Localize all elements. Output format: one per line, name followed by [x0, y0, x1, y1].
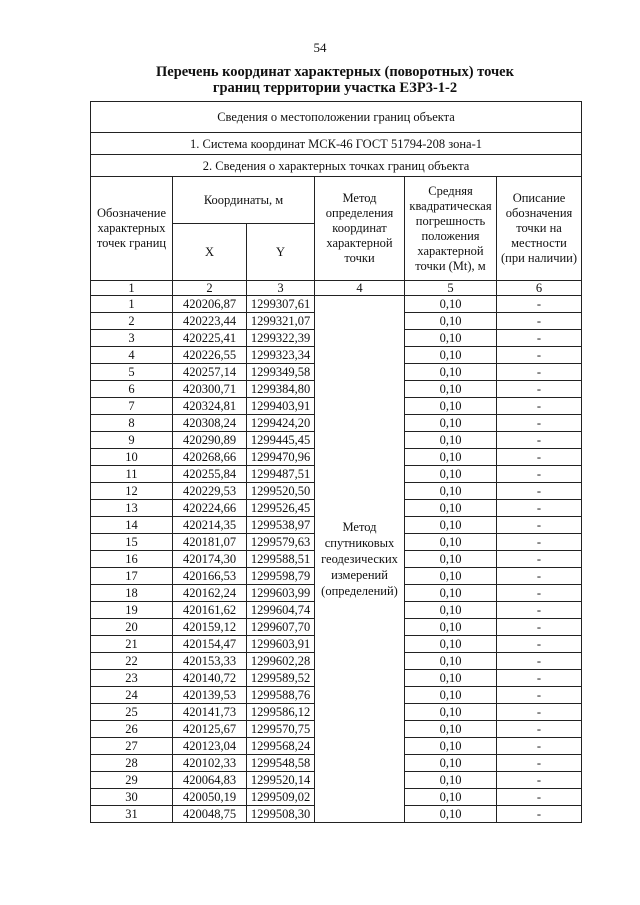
- header-method-line: координат: [332, 221, 387, 235]
- coordinate-y: 1299602,28: [247, 653, 315, 670]
- coordinate-y: 1299321,07: [247, 313, 315, 330]
- coordinate-x: 420300,71: [173, 381, 247, 398]
- point-number: 4: [91, 347, 173, 364]
- description-value: -: [497, 534, 582, 551]
- coordinate-x: 420166,53: [173, 568, 247, 585]
- point-number: 10: [91, 449, 173, 466]
- description-value: -: [497, 602, 582, 619]
- error-value: 0,10: [405, 772, 497, 789]
- error-value: 0,10: [405, 415, 497, 432]
- point-number: 16: [91, 551, 173, 568]
- point-number: 14: [91, 517, 173, 534]
- header-method-line: определения: [325, 206, 394, 220]
- coordinate-y: 1299508,30: [247, 806, 315, 823]
- coordinate-x: 420223,44: [173, 313, 247, 330]
- method-line: Метод: [342, 520, 377, 534]
- header-description-line: местности: [511, 236, 567, 250]
- coordinate-x: 420324,81: [173, 398, 247, 415]
- error-value: 0,10: [405, 738, 497, 755]
- column-number: 1: [91, 281, 173, 296]
- point-number: 27: [91, 738, 173, 755]
- error-value: 0,10: [405, 585, 497, 602]
- header-method-line: точки: [344, 251, 375, 265]
- point-number: 3: [91, 330, 173, 347]
- coordinate-y: 1299603,91: [247, 636, 315, 653]
- coordinate-x: 420102,33: [173, 755, 247, 772]
- error-value: 0,10: [405, 568, 497, 585]
- description-value: -: [497, 517, 582, 534]
- header-description-line: обозначения: [505, 206, 573, 220]
- header-designation-line: характерных: [97, 221, 166, 235]
- description-value: -: [497, 585, 582, 602]
- coordinate-x: 420159,12: [173, 619, 247, 636]
- coordinate-y: 1299588,76: [247, 687, 315, 704]
- error-value: 0,10: [405, 432, 497, 449]
- description-value: -: [497, 619, 582, 636]
- error-value: 0,10: [405, 721, 497, 738]
- error-value: 0,10: [405, 551, 497, 568]
- header-description-line: точки на: [516, 221, 562, 235]
- coordinate-y: 1299589,52: [247, 670, 315, 687]
- coordinate-x: 420229,53: [173, 483, 247, 500]
- description-value: -: [497, 653, 582, 670]
- coordinate-y: 1299509,02: [247, 789, 315, 806]
- point-number: 26: [91, 721, 173, 738]
- table-row: [91, 296, 582, 313]
- coordinate-y: 1299526,45: [247, 500, 315, 517]
- error-value: 0,10: [405, 704, 497, 721]
- column-number: 4: [315, 281, 405, 296]
- description-value: -: [497, 772, 582, 789]
- coordinate-x: 420290,89: [173, 432, 247, 449]
- coordinate-y: 1299520,14: [247, 772, 315, 789]
- description-value: -: [497, 789, 582, 806]
- coordinate-x: 420050,19: [173, 789, 247, 806]
- point-number: 23: [91, 670, 173, 687]
- method-line: спутниковых: [324, 536, 395, 550]
- error-value: 0,10: [405, 466, 497, 483]
- header-error-line: характерной: [417, 243, 484, 258]
- coordinate-y: 1299470,96: [247, 449, 315, 466]
- coordinate-y: 1299548,58: [247, 755, 315, 772]
- coordinate-x: 420224,66: [173, 500, 247, 517]
- coordinate-y: 1299603,99: [247, 585, 315, 602]
- error-value: 0,10: [405, 653, 497, 670]
- description-value: -: [497, 449, 582, 466]
- coordinate-x: 420140,72: [173, 670, 247, 687]
- document-title: [90, 64, 580, 96]
- column-number: 3: [247, 281, 315, 296]
- coordinate-x: 420153,33: [173, 653, 247, 670]
- error-value: 0,10: [405, 398, 497, 415]
- coordinate-x: 420123,04: [173, 738, 247, 755]
- point-number: 12: [91, 483, 173, 500]
- coordinate-y: 1299384,80: [247, 381, 315, 398]
- point-number: 1: [91, 296, 173, 313]
- document-title-line-1: Перечень координат характерных (поворотных) точек: [156, 64, 514, 80]
- description-value: -: [497, 500, 582, 517]
- header-description: [497, 177, 582, 281]
- error-value: 0,10: [405, 449, 497, 466]
- description-value: -: [497, 670, 582, 687]
- coordinate-y: 1299586,12: [247, 704, 315, 721]
- column-number: 2: [173, 281, 247, 296]
- point-number: 7: [91, 398, 173, 415]
- point-number: 2: [91, 313, 173, 330]
- description-value: -: [497, 483, 582, 500]
- coordinate-x: 420214,35: [173, 517, 247, 534]
- coordinate-y: 1299579,63: [247, 534, 315, 551]
- error-value: 0,10: [405, 670, 497, 687]
- coordinate-x: 420139,53: [173, 687, 247, 704]
- point-number: 19: [91, 602, 173, 619]
- coordinate-x: 420255,84: [173, 466, 247, 483]
- method-cell: [315, 296, 405, 823]
- coordinate-x: 420174,30: [173, 551, 247, 568]
- coordinate-y: 1299403,91: [247, 398, 315, 415]
- error-value: 0,10: [405, 364, 497, 381]
- error-value: 0,10: [405, 381, 497, 398]
- header-description-line: Описание: [512, 191, 566, 205]
- coordinate-y: 1299487,51: [247, 466, 315, 483]
- coordinate-x: 420141,73: [173, 704, 247, 721]
- description-value: -: [497, 738, 582, 755]
- error-value: 0,10: [405, 500, 497, 517]
- point-number: 18: [91, 585, 173, 602]
- header-error-line: точки (Mt), м: [415, 258, 486, 273]
- coordinate-y: 1299538,97: [247, 517, 315, 534]
- header-designation-line: Обозначение: [96, 206, 167, 220]
- header-designation: [91, 177, 173, 281]
- header-error-line: квадратическая: [409, 198, 492, 213]
- coordinate-y: 1299323,34: [247, 347, 315, 364]
- coordinate-x: 420308,24: [173, 415, 247, 432]
- point-number: 30: [91, 789, 173, 806]
- coordinate-y: 1299568,24: [247, 738, 315, 755]
- coordinate-y: 1299607,70: [247, 619, 315, 636]
- coordinate-x: 420048,75: [173, 806, 247, 823]
- description-value: -: [497, 466, 582, 483]
- error-value: 0,10: [405, 517, 497, 534]
- point-number: 20: [91, 619, 173, 636]
- coordinate-x: 420064,83: [173, 772, 247, 789]
- coordinate-y: 1299598,79: [247, 568, 315, 585]
- error-value: 0,10: [405, 687, 497, 704]
- error-value: 0,10: [405, 619, 497, 636]
- coordinate-y: 1299570,75: [247, 721, 315, 738]
- point-number: 6: [91, 381, 173, 398]
- header-method: [315, 177, 405, 281]
- point-number: 11: [91, 466, 173, 483]
- point-number: 8: [91, 415, 173, 432]
- coordinate-x: 420154,47: [173, 636, 247, 653]
- header-designation-line: точек границ: [96, 236, 167, 250]
- section-header: Сведения о местоположении границ объекта: [91, 102, 582, 133]
- coordinate-system: 1. Система координат МСК-46 ГОСТ 51794-208 зона-1: [91, 133, 582, 155]
- header-x: X: [173, 224, 247, 281]
- column-number: 6: [497, 281, 582, 296]
- point-number: 25: [91, 704, 173, 721]
- point-number: 21: [91, 636, 173, 653]
- header-y: Y: [247, 224, 315, 281]
- point-number: 15: [91, 534, 173, 551]
- description-value: -: [497, 551, 582, 568]
- method-line: геодезических: [321, 552, 398, 566]
- coordinates-table: [90, 101, 582, 823]
- coordinate-x: 420161,62: [173, 602, 247, 619]
- points-header: 2. Сведения о характерных точках границ объекта: [91, 155, 582, 177]
- document-title-line-2: границ территории участка ЕЗР3-1-2: [212, 80, 458, 96]
- header-error: [405, 177, 497, 281]
- column-number: 5: [405, 281, 497, 296]
- description-value: -: [497, 415, 582, 432]
- method-line: измерений: [331, 568, 388, 582]
- error-value: 0,10: [405, 602, 497, 619]
- coordinate-y: 1299307,61: [247, 296, 315, 313]
- description-value: -: [497, 296, 582, 313]
- error-value: 0,10: [405, 755, 497, 772]
- error-value: 0,10: [405, 789, 497, 806]
- description-value: -: [497, 381, 582, 398]
- description-value: -: [497, 687, 582, 704]
- coordinate-y: 1299588,51: [247, 551, 315, 568]
- description-value: -: [497, 347, 582, 364]
- header-method-line: характерной: [326, 236, 393, 250]
- coordinate-y: 1299322,39: [247, 330, 315, 347]
- description-value: -: [497, 398, 582, 415]
- error-value: 0,10: [405, 330, 497, 347]
- point-number: 31: [91, 806, 173, 823]
- method-line: (определений): [321, 584, 398, 598]
- description-value: -: [497, 721, 582, 738]
- coordinate-y: 1299349,58: [247, 364, 315, 381]
- coordinate-x: 420226,55: [173, 347, 247, 364]
- coordinate-x: 420206,87: [173, 296, 247, 313]
- coordinate-y: 1299445,45: [247, 432, 315, 449]
- coordinate-x: 420225,41: [173, 330, 247, 347]
- coordinate-y: 1299520,50: [247, 483, 315, 500]
- description-value: -: [497, 432, 582, 449]
- point-number: 5: [91, 364, 173, 381]
- description-value: -: [497, 364, 582, 381]
- header-error-line: положения: [421, 228, 480, 243]
- description-value: -: [497, 755, 582, 772]
- description-value: -: [497, 806, 582, 823]
- error-value: 0,10: [405, 347, 497, 364]
- point-number: 28: [91, 755, 173, 772]
- header-error-line: Средняя: [428, 183, 473, 198]
- header-error-line: погрешность: [415, 213, 486, 228]
- coordinate-y: 1299604,74: [247, 602, 315, 619]
- page-number: 54: [313, 40, 327, 55]
- error-value: 0,10: [405, 483, 497, 500]
- header-method-line: Метод: [342, 191, 377, 205]
- coordinate-x: 420162,24: [173, 585, 247, 602]
- description-value: -: [497, 568, 582, 585]
- point-number: 24: [91, 687, 173, 704]
- coordinate-x: 420257,14: [173, 364, 247, 381]
- point-number: 9: [91, 432, 173, 449]
- header-coordinates: Координаты, м: [173, 177, 315, 224]
- point-number: 29: [91, 772, 173, 789]
- error-value: 0,10: [405, 534, 497, 551]
- header-description-line: (при наличии): [501, 251, 578, 265]
- error-value: 0,10: [405, 636, 497, 653]
- point-number: 13: [91, 500, 173, 517]
- coordinate-y: 1299424,20: [247, 415, 315, 432]
- coordinate-x: 420181,07: [173, 534, 247, 551]
- error-value: 0,10: [405, 296, 497, 313]
- coordinate-x: 420268,66: [173, 449, 247, 466]
- description-value: -: [497, 636, 582, 653]
- point-number: 17: [91, 568, 173, 585]
- error-value: 0,10: [405, 313, 497, 330]
- description-value: -: [497, 313, 582, 330]
- coordinate-x: 420125,67: [173, 721, 247, 738]
- error-value: 0,10: [405, 806, 497, 823]
- description-value: -: [497, 330, 582, 347]
- point-number: 22: [91, 653, 173, 670]
- description-value: -: [497, 704, 582, 721]
